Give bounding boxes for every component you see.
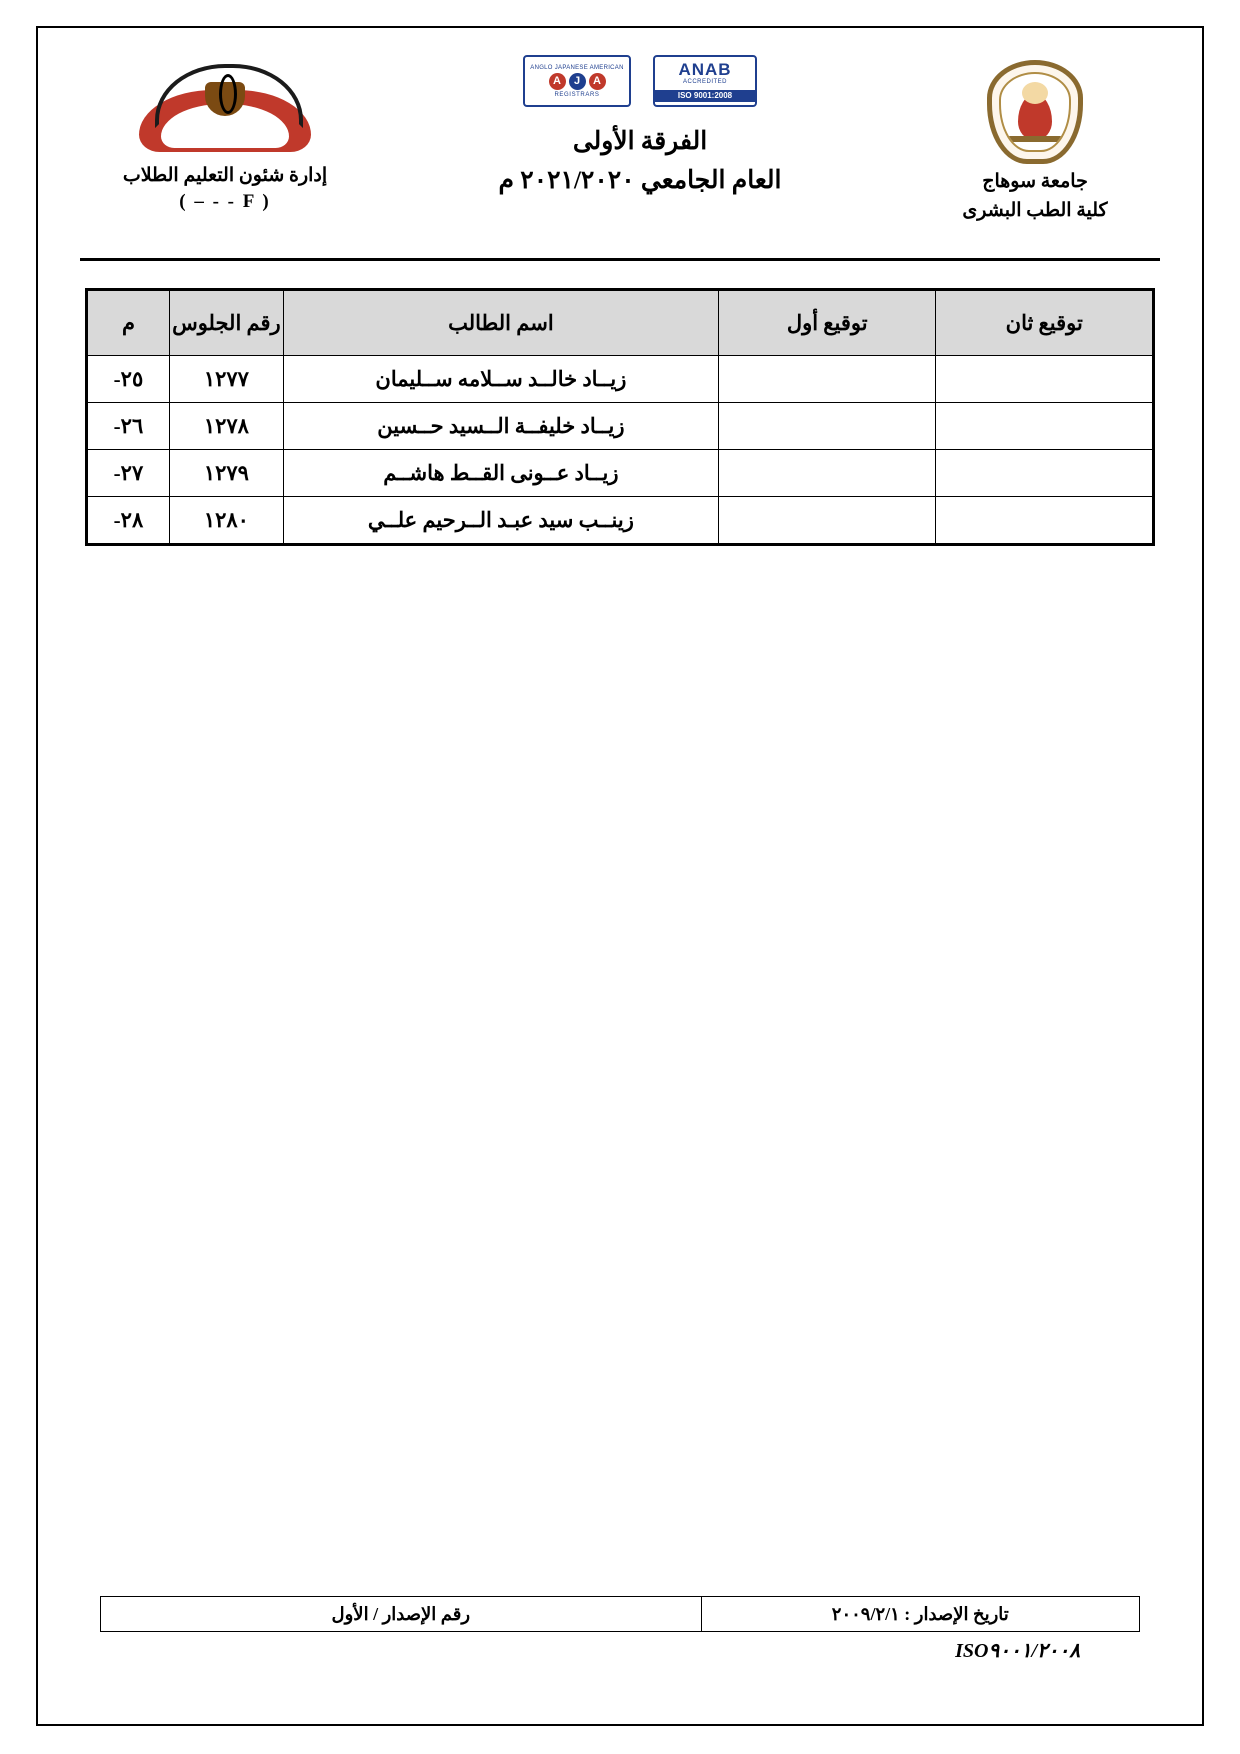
cell-signature1[interactable] [718, 403, 936, 450]
cell-signature1[interactable] [718, 497, 936, 545]
footer-row [101, 1597, 1140, 1632]
header-right-block [910, 55, 1160, 225]
cell-index: ٢٦- [87, 403, 170, 450]
aja-letter-a-icon: A [589, 73, 606, 90]
column-header-signature2: توقيع ثان [936, 290, 1154, 356]
anab-logo-standard: ISO 9001:2008 [655, 90, 755, 102]
cell-seat-number: ١٢٨٠ [169, 497, 283, 545]
cell-signature2[interactable] [936, 403, 1154, 450]
form-code: ( – - - F ) [179, 190, 271, 212]
cell-signature1[interactable] [718, 356, 936, 403]
cell-index: ٢٧- [87, 450, 170, 497]
cell-student-name: زيــاد عــونى القــط هاشــم [283, 450, 718, 497]
student-affairs-logo-text: كلية الطلاب [188, 118, 262, 134]
cell-index: ٢٨- [87, 497, 170, 545]
footer-iso-number: ٩٠٠١/٢٠٠٨ [988, 1640, 1080, 1662]
cell-student-name: زيــاد خليفــة الــسيد حــسين [283, 403, 718, 450]
faculty-name: كلية الطب البشرى [962, 199, 1108, 221]
cell-student-name: زيــاد خالــد ســلامه ســليمان [283, 356, 718, 403]
university-name: جامعة سوهاج [982, 171, 1088, 192]
aja-letter-a2-icon: A [549, 73, 566, 90]
admin-department: إدارة شئون التعليم الطلاب [122, 165, 328, 186]
footer-iso-prefix: ISO [955, 1640, 989, 1662]
footer-issue-date: تاريخ الإصدار : ٢٠٠٩/٢/١ [701, 1597, 1139, 1632]
cell-index: ٢٥- [87, 356, 170, 403]
university-crest-icon [987, 60, 1083, 164]
page-border [36, 26, 1204, 1726]
header-left-block [80, 55, 370, 213]
table-header-row [87, 290, 1154, 356]
accreditation-logos [370, 55, 910, 107]
footer-table [100, 1596, 1140, 1632]
page-title: الفرقة الأولى [572, 128, 708, 155]
cell-signature2[interactable] [936, 450, 1154, 497]
cell-student-name: زينــب سيد عبـد الــرحيم علــي [283, 497, 718, 545]
table-row [87, 450, 1154, 497]
aja-letter-j-icon: J [569, 73, 586, 90]
academic-year: العام الجامعي ٢٠٢١/٢٠٢٠ م [498, 166, 782, 194]
footer-issue-number: رقم الإصدار / الأول [101, 1597, 702, 1632]
cell-signature1[interactable] [718, 450, 936, 497]
cell-signature2[interactable] [936, 497, 1154, 545]
students-table-wrapper [85, 288, 1155, 546]
anab-logo-icon [653, 55, 757, 107]
cell-signature2[interactable] [936, 356, 1154, 403]
cell-seat-number: ١٢٧٨ [169, 403, 283, 450]
document-header [80, 55, 1160, 255]
students-table [85, 288, 1155, 546]
cell-seat-number: ١٢٧٩ [169, 450, 283, 497]
column-header-seat-number: رقم الجلوس [169, 290, 283, 356]
table-row [87, 497, 1154, 545]
header-center-block [370, 55, 910, 201]
column-header-signature1: توقيع أول [718, 290, 936, 356]
footer-iso-line [100, 1638, 1140, 1663]
aja-logo-bottom: REGISTRARS [554, 91, 600, 98]
aja-registrars-logo-icon [523, 55, 631, 107]
column-header-index: م [87, 290, 170, 356]
students-table-body [87, 356, 1154, 545]
table-row [87, 356, 1154, 403]
student-affairs-logo-icon [133, 60, 318, 156]
column-header-student-name: اسم الطالب [283, 290, 718, 356]
cell-seat-number: ١٢٧٧ [169, 356, 283, 403]
header-divider [80, 258, 1160, 261]
anab-logo-subtitle: ACCREDITED [683, 78, 728, 85]
anab-logo-title: ANAB [678, 59, 732, 79]
document-footer [100, 1596, 1140, 1663]
aja-logo-top: ANGLO JAPANESE AMERICAN [530, 64, 624, 71]
table-row [87, 403, 1154, 450]
